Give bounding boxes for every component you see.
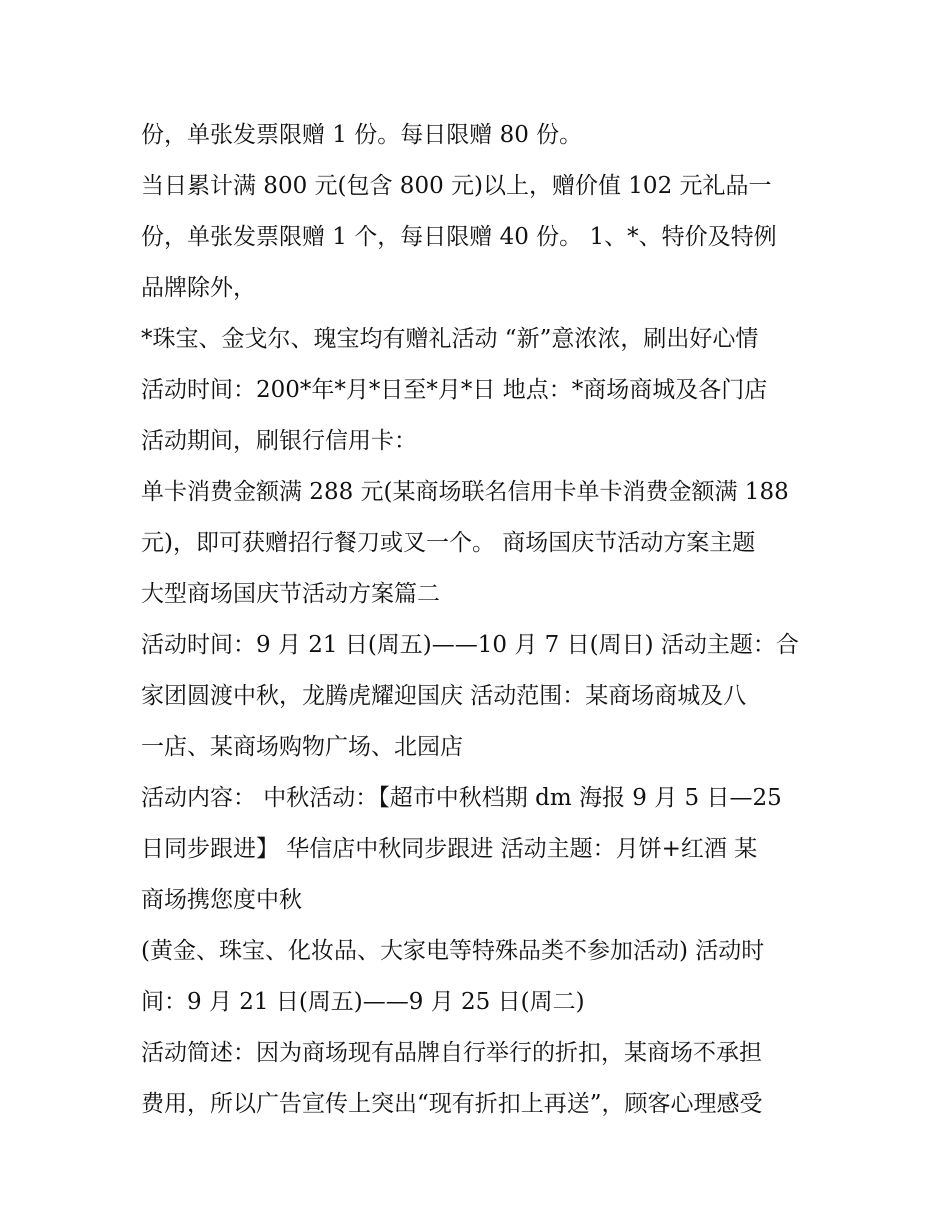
text-line: 份，单张发票限赠 1 份。每日限赠 80 份。 bbox=[141, 122, 583, 148]
text-line: 一店、某商场购物广场、北园店 bbox=[141, 734, 463, 760]
text-line: 日同步跟进】 华信店中秋同步跟进 活动主题：月饼+红酒 某 bbox=[141, 836, 758, 862]
text-line: 间：9 月 21 日(周五)——9 月 25 日(周二) bbox=[141, 989, 585, 1015]
text-line: (黄金、珠宝、化妆品、大家电等特殊品类不参加活动) 活动时 bbox=[141, 938, 765, 964]
document-body bbox=[141, 110, 821, 1130]
text-line: 活动期间，刷银行信用卡： bbox=[141, 428, 417, 454]
text-line: 当日累计满 800 元(包含 800 元)以上，赠价值 102 元礼品一 bbox=[141, 173, 772, 199]
text-line: 费用，所以广告宣传上突出“现有折扣上再送”，顾客心理感受 bbox=[141, 1091, 763, 1117]
text-line: 商场携您度中秋 bbox=[141, 887, 302, 913]
text-line: 大型商场国庆节活动方案篇二 bbox=[141, 581, 440, 607]
text-line: 品牌除外， bbox=[141, 275, 256, 301]
text-line: *珠宝、金戈尔、瑰宝均有赠礼活动 “新”意浓浓，刷出好心情 bbox=[141, 326, 759, 352]
text-line: 活动时间：9 月 21 日(周五)——10 月 7 日(周日) 活动主题：合 bbox=[141, 632, 799, 658]
text-line: 活动内容： 中秋活动：【超市中秋档期 dm 海报 9 月 5 日—25 bbox=[141, 785, 782, 811]
text-line: 活动简述：因为商场现有品牌自行举行的折扣，某商场不承担 bbox=[141, 1040, 762, 1066]
text-line: 元)，即可获赠招行餐刀或叉一个。 商场国庆节活动方案主题 bbox=[141, 530, 756, 556]
text-line: 单卡消费金额满 288 元(某商场联名信用卡单卡消费金额满 188 bbox=[141, 479, 789, 505]
text-line: 家团圆渡中秋，龙腾虎耀迎国庆 活动范围：某商场商城及八 bbox=[141, 683, 747, 709]
text-line: 活动时间：200*年*月*日至*月*日 地点：*商场商城及各门店 bbox=[141, 377, 768, 403]
text-line: 份，单张发票限赠 1 个，每日限赠 40 份。 1、*、特价及特例 bbox=[141, 224, 777, 250]
